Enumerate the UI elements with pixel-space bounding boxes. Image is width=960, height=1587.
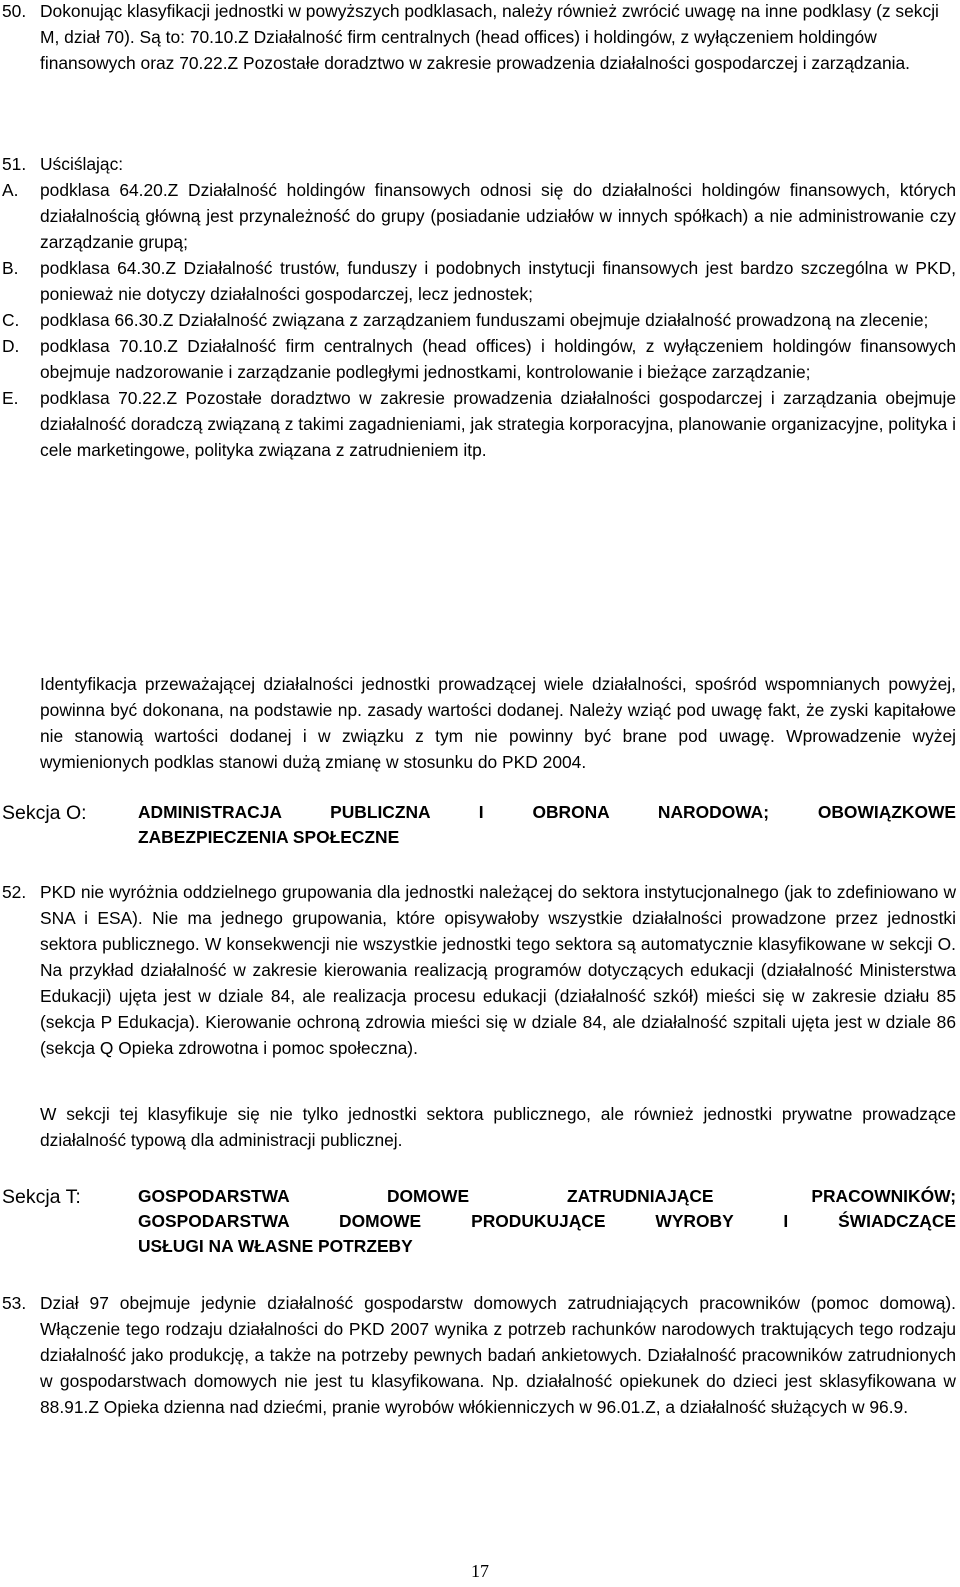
list-item bbox=[2, 255, 956, 307]
section-title bbox=[138, 1184, 956, 1259]
paragraph-text: Dział 97 obejmuje jedynie działalność gospodarstw domowych zatrudniających pracowników (pomoc domową). Włączenie tego rodzaju działalności do PKD 2007 wynika z potrzeb rachunków narodowych traktujących tego rodzaju działalność jako produkcję, a także na potrzeby pewnych badań ankietowych. Działalność pracowników zatrudnionych w gospodarstwach domowych nie jest tu klasyfikowana. Np. działalność opiekunek do dzieci jest sklasyfikowana w 88.91.Z Opieka dzienna nad dziećmi, pranie wyrobów włókienniczych w 96.01.Z, a działalność służących w 96.9. bbox=[40, 1293, 956, 1417]
paragraph-number: 51. bbox=[2, 154, 27, 174]
section-label: Sekcja O: bbox=[2, 802, 87, 824]
paragraph-intro: Uściślając: bbox=[40, 154, 124, 174]
list-item bbox=[2, 307, 956, 333]
paragraph-number: 53. bbox=[2, 1293, 27, 1313]
paragraph-text: PKD nie wyróżnia oddzielnego grupowania dla jednostki należącej do sektora instytucjonalnego (jak to zdefiniowano w SNA i ESA). Nie ma jednego grupowania, które opisywałoby wszystkie działalności prowadzone przez jednostki sektora publicznego. W konsekwencji nie wszystkie jednostki tego sektora są automatycznie klasyfikowane w sekcji O. Na przykład działalność w zakresie kierowania realizacją programów dotyczących edukacji (działalność Ministerstwa Edukacji) ujęta jest w dziale 84, ale realizacja procesu edukacji (działalność szkół) mieści się w zakresie działu 85 (sekcja P Edukacja). Kierowanie ochroną zdrowia mieści się w dziale 84, ale działalność szpitali ujęta jest w dziale 86 (sekcja Q Opieka zdrowotna i pomoc społeczna). bbox=[40, 882, 956, 1058]
section-title-line: USŁUGI NA WŁASNE POTRZEBY bbox=[138, 1236, 413, 1256]
identification-paragraph bbox=[40, 671, 956, 775]
paragraph-53 bbox=[0, 1290, 956, 1420]
section-title-line: GOSPODARSTWA DOMOWE ZATRUDNIAJĄCE PRACOWNIKÓW; bbox=[138, 1186, 956, 1206]
list-item-text: podklasa 70.10.Z Działalność firm centralnych (head offices) i holdingów, z wyłączeniem holdingów finansowych obejmuje nadzorowanie i zarządzanie podległymi jednostkami, kontrolowanie i bieżące zarządzanie; bbox=[40, 336, 956, 382]
section-title bbox=[138, 800, 956, 850]
list-item-text: podklasa 70.22.Z Pozostałe doradztwo w zakresie prowadzenia działalności gospodarczej i zarządzania obejmuje działalność doradczą związaną z takimi zagadnieniami, jak strategia korporacyjna, planowanie organizacyjne, polityka i cele marketingowe, polityka związana z zatrudnieniem itp. bbox=[40, 388, 956, 460]
paragraph-text: Dokonując klasyfikacji jednostki w powyższych podklasach, należy również zwrócić uwagę na inne podklasy (z sekcji M, dział 70). Są to: 70.10.Z Działalność firm centralnych (head offices) i holdingów, z wyłączeniem holdingów finansowych oraz 70.22.Z Pozostałe doradztwo w zakresie prowadzenia działalności gospodarczej i zarządzania. bbox=[40, 1, 939, 73]
list-item bbox=[2, 385, 956, 463]
paragraph-number: 50. bbox=[2, 1, 27, 21]
section-t-heading bbox=[2, 1184, 956, 1259]
list-item-label: B. bbox=[2, 258, 19, 278]
paragraph-50 bbox=[0, 0, 956, 76]
list-item-text: podklasa 66.30.Z Działalność związana z zarządzaniem funduszami obejmuje działalność prowadzoną na zlecenie; bbox=[40, 310, 929, 330]
list-item-label: E. bbox=[2, 388, 19, 408]
sublist bbox=[0, 177, 956, 463]
paragraph-52 bbox=[0, 879, 956, 1061]
section-title-line: ADMINISTRACJA PUBLICZNA I OBRONA NARODOWA; OBOWIĄZKOWE bbox=[138, 802, 956, 822]
paragraph-text: Identyfikacja przeważającej działalności jednostki prowadzącej wiele działalności, spośród wspomnianych powyżej, powinna być dokonana, na podstawie np. zasady wartości dodanej. Należy wziąć pod uwagę fakt, że zyski kapitałowe nie stanowią wartości dodanej i w związku z tym nie powinny być brane pod uwagę. Wprowadzenie wyżej wymienionych podklas stanowi dużą zmianę w stosunku do PKD 2004. bbox=[40, 674, 956, 772]
page-number: 17 bbox=[471, 1561, 489, 1581]
list-item-label: D. bbox=[2, 336, 20, 356]
list-item bbox=[2, 177, 956, 255]
section-label: Sekcja T: bbox=[2, 1186, 81, 1208]
list-item-text: podklasa 64.30.Z Działalność trustów, funduszy i podobnych instytucji finansowych jest bardzo szczególna w PKD, ponieważ nie dotyczy działalności gospodarczej, lecz jednostek; bbox=[40, 258, 956, 304]
list-item-label: A. bbox=[2, 180, 19, 200]
section-title-line: GOSPODARSTWA DOMOWE PRODUKUJĄCE WYROBY I ŚWIADCZĄCE bbox=[138, 1211, 956, 1231]
section-title-line: ZABEZPIECZENIA SPOŁECZNE bbox=[138, 827, 400, 847]
paragraph-text: W sekcji tej klasyfikuje się nie tylko jednostki sektora publicznego, ale również jednostki prywatne prowadzące działalność typową dla administracji publicznej. bbox=[40, 1104, 956, 1150]
list-item-label: C. bbox=[2, 310, 20, 330]
list-item bbox=[2, 333, 956, 385]
section-o-heading bbox=[2, 800, 956, 850]
paragraph-number: 52. bbox=[2, 882, 27, 902]
paragraph-51 bbox=[0, 151, 956, 177]
list-item-text: podklasa 64.20.Z Działalność holdingów finansowych odnosi się do działalności holdingów finansowych, których działalnością główną jest przynależność do grupy (posiadanie udziałów w innych spółkach) a nie administrowanie czy zarządzanie grupą; bbox=[40, 180, 956, 252]
section-o-followup bbox=[40, 1101, 956, 1153]
